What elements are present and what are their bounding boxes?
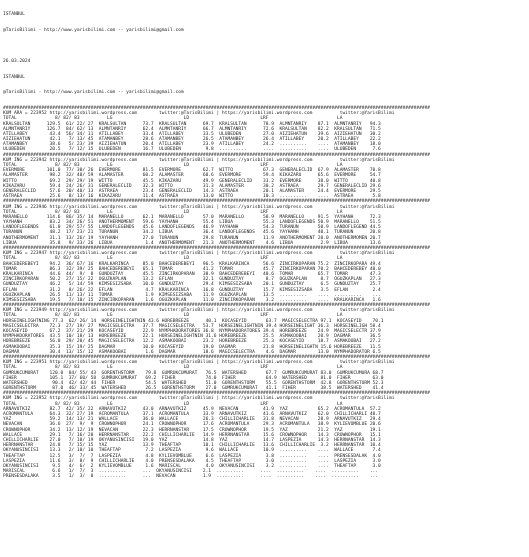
race-section xyxy=(3,355,526,391)
table-row: ATILLABEY 43.4 56/ 34/ 11 ATILLABEY 33.4 ATILLABEY 33.5 ULUBEDEN 27.0 AIZIEHATUN 39.6 AIZIEHATUN 30.2 xyxy=(3,131,381,137)
table-row: KRALKARINCA 44.6 44/ 9/ 8 GUNDUZTAY 45.5 ZINCIRKOPARAN 38.9 BAHCEDEREBEYI 40.6 TOMAR 65.7 TOMAR 47.3 xyxy=(3,271,381,277)
table-row: YAYHANH 83.2 34/ 26/ 51 ANOTHERMOMENT 59.6 YAYHANH 55.4 LIBUA 55.3 LANDOFLEGENDS 50.9 MARANELLO 51.5 xyxy=(3,220,381,226)
spacer xyxy=(3,44,526,49)
table-row: TOTAL 8/ 82/ 83 LG LD LRF LA xyxy=(3,401,343,407)
table-row: TOTAL 8/ 82/ 83 LG LD LRF LA xyxy=(3,209,343,215)
table-row: BAHCEDEREBEYI 94.2 36/ 67/ 16 KRALKARINCA 85.0 BAHCEDEREBEYI 96.5 KRALKARINCA 56.6 ZINCIRKOPARAN 75.2 ZINCIRKOPARA 49.4 xyxy=(3,261,381,267)
header-city-2: ISTANBUL xyxy=(3,74,25,80)
table-row: AIZIEHATUN 42.1 7/ 13/ 45 ATAMANBEY 28.6 ATAMANBEY 26.5 ATAMANBEY 26.4 ATILLABEY 20.2 ATILLABEY 22.2 xyxy=(3,137,381,143)
table-row: WATERSHED 90.4 42/ 42/ 44 FIHER 54.5 WATERSHED 51.0 GORENTHSTORM 55.5 GORENTHSTORM 42.8 GORENTHSTORM 52.3 xyxy=(3,380,384,386)
table-row: ANOTHERMOMENT 31.1 13/ 26/ 19 YAYHANH 27.0 TURANUN 29.8 TURANUN 11.9 ANOTHERMOMENT 20.0 ANOTHERMOMEN 20.7 xyxy=(3,235,381,241)
header-date: 26.03.2024 xyxy=(3,59,31,65)
section-separator: ############################################################################################################################################################ xyxy=(3,105,431,111)
header-contact-2: @TarisBilimi - http://www.yarisbilimi.com -- yarisbilimi@gmail.com xyxy=(3,90,184,96)
table-row: PRENSESDALAKA 3.5 1/ 3/ 0 .......... ... NEVACAN 1.9 .......... .... .......... .... .......... ... xyxy=(3,474,379,480)
table-row: LASPEZIA 11.6 3/ 8/ 9 CHILLICHARLIE 4.0 PRENSESDALAKA 4.5 THEAFTAP 3.0 .......... .... LASPEZIA 3.0 xyxy=(3,458,381,464)
table-row: ACROMANTULA 64.3 32/ 27/ 19 ACROMANTULA 37.1 ACROMANTULA 33.9 ARNAVUTKIZ 41.6 ARNAVUTKIZ 62.0 CHILLICHARLI 48.7 xyxy=(3,412,381,418)
race-section xyxy=(3,106,526,153)
table-row: YAZ 59.2 14/ 13/ 21 WALLACE 36.0 WALLACE 26.3 CHILLICHARLIE 31.8 NEVACAN 28.9 ARNAVUTKIZ 29.4 xyxy=(3,417,381,423)
table-row: OKYANUSINCISI 13.3 2/ 10/ 10 THEAFTAP 7.2 LASPEZIA 9.6 WALLACE 10.9 .......... .... WALLACE 7.4 xyxy=(3,448,381,454)
table-row: ARNAVUTKIZ 82.7 42/ 35/ 22 ARNAVUTKIZ 43.0 ARNAVUTKIZ 45.9 NEVACAN 41.9 YAZ 65.2 ACROMANTULA 57.2 xyxy=(3,406,381,412)
table-row: WALLACE 29.1 7/ 16/ 20 HERRNANSTAR 22.2 CHILLICHARLIE 14.9 HERRNANSTAR 15.6 CROWNOPHOR 14.3 CROWNOPHOR 15.1 xyxy=(3,432,381,438)
table-row: NEVACAN 36.6 27/ 9/ 9 CROWNOPHOR 24.1 CROWNOPHOR 17.6 ACROMANTULA 29.3 ACROMANTULA 38.9 KYLIEVOMBLUE 20.6 xyxy=(3,422,381,428)
section-separator: ############################################################################################################################################################ xyxy=(3,303,431,309)
table-row: TOTAL 8/ 82/ 83 LG LD LRF LA xyxy=(3,313,343,319)
table-row: CROWNOPHOR 34.2 13/ 12/ 19 NEVACAN 22.3 HERRNANSTAR 17.5 CROWNOPHOR 19.5 YAZ 21.2 YAZ 19.1 xyxy=(3,427,381,433)
table-row: GENERALECLID 57.6 20/ 40/ 13 ASTRAEA 23.4 GENERALECLID 14.3 ASTRAEA 20.1 ALAMASTER 24.4 EVERMORE 29.5 xyxy=(3,188,381,194)
table-row: MARANELLO 114.6 86/ 35/ 14 MARANELLO 62.1 MARANELLO 57.0 MARANELLO 58.9 MARANELLO 91.5 YAYHANH 72.3 xyxy=(3,214,381,220)
section-title: KUM ING = 223946 http://yarisbilimi.wordpress.com twitter:@TarisBilimi | https://yarisbilimi.wordpress.com twitter:@YarisBilimi xyxy=(3,204,395,210)
section-separator: ############################################################################################################################################################ xyxy=(3,152,431,158)
table-row: TOTAL 8/ 82/ 83 LG LD LRF LA xyxy=(3,116,343,122)
table-row: OKYANUSINCISI 9.5 4/ 6/ 2 KYLIEVOMBLUE 1.6 MARISCAL 4.0 OKYANUSINCISI 3.2 .......... .... THEAFTAP 3.0 xyxy=(3,463,381,469)
section-title: KUM ING = 223942 http://yarisbilimi.wordpress.com twitter:@TarisBilimi | https://yarisbilimi.wordpress.com twitter:@YarisBilimi xyxy=(3,157,395,163)
header-contact: @TarisBilimi - http://www.yarisbilimi.com -- yarisbilimi@gmail.com xyxy=(3,28,184,33)
section-title: KUM ING = 223949 http://yarisbilimi.wordpress.com twitter:@TarisBilimi | https://yarisbilimi.wordpress.com twitter:@YarisBilimi xyxy=(3,308,395,314)
table-row: FIHER 105.1 37/ 60/ 58 GUMRUKCUMURAT 69.2 FIHER 74.0 FIHER 64.9 WATERSHED 81.0 FIHER 63.0 xyxy=(3,375,384,381)
table-row: ASMAKOOBAI 35.3 15/ 19/ 25 DAGMAR 10.0 KOCASEYID 19.0 DAGMAR 21.8 HORSEINELIGHTN 15.6 HOREBREEZE 11.5 xyxy=(3,344,381,350)
race-section xyxy=(3,391,526,479)
table-row: KIKAZARU 59.4 24/ 26/ 31 GENERALECLID 32.3 WITTO 31.3 ALAMASTER 30.2 ASTRAEA 29.7 GENERALECLID 29.6 xyxy=(3,183,381,189)
table-row: EVERMORE 101.0 77/ 30/ 26 EVERMORE 81.5 EVERMORE 62.7 WITTO 67.3 GENERALECLID 67.9 ALAMASTER 70.8 xyxy=(3,168,381,174)
table-row: NYMPHADORATORES 43.5 10/ 18/ 13 HOREBREEZE 22.1 HORSEINELIGHTNIN 31.6 HOREBREEZE 25.5 ASMAKOOBAI 20.9 DAGMAR 36.5 xyxy=(3,334,381,340)
section-title: KUM ING = 223952 http://yarisbilimi.wordpress.com twitter:@TarisBilimi | https://yarisbilimi.wordpress.com twitter:@YarisBilimi xyxy=(3,396,395,402)
table-row: TOTAL 8/ 82/ 83 LG LD LRF LA xyxy=(3,256,343,262)
table-row: ALAMASTER 98.2 32/ 40/ 59 ALAMASTER 60.2 ALAMASTER 60.6 EVERMORE 59.4 KIKAZARU 65.6 EVERMORE 54.7 xyxy=(3,173,381,179)
table-row: ATAMANBEY 38.6 5/ 23/ 39 AIZIEHATUN 20.4 ATILLABEY 23.9 ATILLABEY 24.2 .......... .... ATAMANBEY 18.0 xyxy=(3,142,381,148)
table-row: KOCASEYID 67.2 37/ 21/ 29 KOCASEYID 22.9 NYMPHADORATORES 36.8 NYMPHADORATORES 39.4 HOREBREEZE 24.9 MAGICSELECTR 37.9 xyxy=(3,329,381,335)
section-title: KUM ING = 223951 http://yarisbilimi.wordpress.com twitter:@TarisBilimi | https://yarisbilimi.wordpress.com twitter:@YarisBilimi xyxy=(3,360,395,366)
table-row: KIMSESIZSABA 19.5 7/ 10/ 15 ZINCIRKOPARAN 1.6 OGUZKAPLAN 11.0 ZINCIRKOPARAN 3.2 .......... .... KRALKARINCA 1.6 xyxy=(3,297,381,303)
section-separator: ############################################################################################################################################################ xyxy=(3,246,431,252)
table-row: WITTO 69.2 29/ 29/ 19 WITTO 45.5 KIKAZARU 49.9 GENERALECLID 33.2 EVERMORE 38.0 WITTO 40.8 xyxy=(3,178,381,184)
table-row: ALMNTANRIY 126.7 84/ 62/ 13 ALMNTANRIY 62.4 ALMNTANRIY 66.7 ALMNTANRIY 72.6 KRALSULTAN 82.2 KRALSULTAN 71.5 xyxy=(3,126,381,132)
table-row: TOTAL 8/ 82/ 83 LG LD LRF LA xyxy=(3,365,343,371)
table-row: LIBUA 35.8 9/ 33/ 26 LIBUA 1.4 ANOTHERMOMENT 21.3 ANOTHERMOMENT 4.6 LIBUA 2.9 LIBUA 13.6 xyxy=(3,240,381,246)
race-section xyxy=(3,199,526,246)
header-city: ISTANBUL xyxy=(3,12,25,18)
table-row: TOMAR 86.3 32/ 39/ 25 BAHCEDEREBEYI 65.1 TOMAR 41.2 TOMAR 45.7 ZINCIRKOPARAN 70.2 BAHCEDEREBEY 48.0 xyxy=(3,266,381,272)
table-row: EFLAN 31.2 8/ 26/ 22 EFLAN 4.7 KRALKARINCA 16.8 GUNDUZTAY 15.7 KIMSESIZSABA 3.5 EFLAN 2.4 xyxy=(3,287,381,293)
table-row: TURANUN 48.2 17/ 23/ 21 TURANUN 34.2 LIBUA 36.4 LANDOFLEGENDS 45.6 YAYHANH 40.1 TURANUN 20.8 xyxy=(3,230,381,236)
section-title: KUM ING = 223947 http://yarisbilimi.wordpress.com twitter:@TarisBilimi | https://yarisbilimi.wordpress.com twitter:@YarisBilimi xyxy=(3,251,395,257)
table-row: CHILLICHARLIE 27.0 7/ 10/ 19 OKYANUSINCISI 19.0 YAZ 14.8 YAZ 14.7 LASPEZIA 14.3 HERRNANSTAR 14.3 xyxy=(3,437,381,443)
table-row: GUNDUZTAY 46.2 5/ 14/ 59 KIMSESIZSABA 10.0 GUNDUZTAY 29.4 KIMSESIZSABA 20.1 GUNDUZTAY 6.5 GUNDUZTAY 25.7 xyxy=(3,282,381,288)
table-row: TOTAL 8/ 82/ 83 LG LD LRF LA xyxy=(3,163,343,169)
table-row: OGUZKAPLAN 26.5 11/ 13/ 11 TOMAR 1.9 KIMSESIZSABA 11.9 OGUZKAPLAN 13.5 .......... .... .......... ... xyxy=(3,292,381,298)
race-section xyxy=(3,153,526,200)
table-row: HORSEINELIGHTNING 77.3 62/ 26/ 14 HORSEINELIGHTNIN 43.6 HOREBREEZE 40.1 KOCASEYID 63.7 MAGICSELECTRA 97.1 KOCASEYID 70.1 xyxy=(3,318,384,324)
section-separator: ############################################################################################################################################################ xyxy=(3,354,431,360)
table-row: HOREBREEZE 56.0 29/ 20/ 45 MAGICSELECTRA 12.2 ASMAKOOBAI 23.2 HOREBREEZE 25.3 KOCASEYID 18.7 ASMAKOOBAI 27.2 xyxy=(3,339,381,345)
table-row: ULUBEDEN 20.5 7/ 12/ 15 ULUBEDEN 16.7 ULUBEDEN 9.8 .......... .... .......... .... ULUBEDEN 7.6 xyxy=(3,147,381,153)
table-row: THEAFTAP 12.5 3/ 7/ 7 LASPEZIA 4.8 KYLIEVOMBLUE 6.6 LASPEZIA 3.8 .......... .... PRENSESDALAK 4.0 xyxy=(3,453,381,459)
race-section xyxy=(3,246,526,303)
table-row: KRALSULTAN 129.5 61/ 22/ 27 KRALSULTAN 73.7 KRALSULTAN 69.7 KRALSULTAN 78.9 ALMNTANRIY 87.1 ALMNTANRIY 94.3 xyxy=(3,121,381,127)
section-separator: ############################################################################################################################################################ xyxy=(3,199,431,205)
table-row: GUMRUKCUMURAT 120.0 84/ 55/ 43 GORENTHSTORM 79.8 GUMRUKCUMURAT 76.5 WATERSHED 67.7 GUMRUKCUMURAT 83.0 GUMRUKCUMURA 68.7 xyxy=(3,370,384,376)
section-title: KUM ARA = 223952 http://yarisbilimi.wordpress.com twitter:@TarisBilimi | https://yarisbilimi.wordpress.com twitter:@YarisBilimi xyxy=(3,111,395,117)
section-separator: ############################################################################################################################################################ xyxy=(3,391,431,397)
race-section xyxy=(3,303,526,355)
table-row: MAGICSELECTRA 72.3 27/ 19/ 27 MAGICSELECTRA 37.7 MAGICSELECTRA 53.7 HORSEINELIGHTNIN 39.4 HORSEINELIGHT 36.3 HORSEINELIGH 58.4 xyxy=(3,323,381,329)
table-row: ASTRAEA 25.6 8/ 13/ 16 KIKAZARU 11.4 ASTRAEA 13.0 WITTO 10.3 .......... .... ASTRAEA 5.8 xyxy=(3,194,381,200)
table-row: ZINCIRKOPARAN 50.2 27/ 15/ 22 OGUZKAPLAN 13.2 EFLAN 32.1 GUNDUZTAY 8.7 OGUZKAPLAN 8.7 OGUZKAPLAN 27.3 xyxy=(3,277,381,283)
table-row: LANDOFLEGENDS 61.0 29/ 57/ 55 LANDOFLEGENDS 45.6 LANDOFLEGENDS 46.9 YAYHANH 54.3 TURANUN 50.9 LANDOFLEGEND 44.5 xyxy=(3,225,381,231)
table-row: DAGMAR 30.4 13/ 15/ 12 ASMAKOOBAI 1.6 DAGMAR 18.6 MAGICSELECTRA 4.6 DAGMAR 13.0 NYMPHADORATOR 6.5 xyxy=(3,349,381,355)
table-row: GORENTHSTORM 87.0 46/ 33/ 45 WATERSHED 26.5 GORENTHSTORM 27.0 GUMRUKCUMURAT 41.1 FIHER 38.5 WATERSHED 41.4 xyxy=(3,386,384,392)
race-sections xyxy=(3,106,526,480)
table-row: HERRNANSTAR 24.8 7/ 15/ 15 YAZ 13.9 THEAFTAP 10.1 CHILLICHARLIE 13.6 CHILLICHARLIE 3.2 HERRNANSTAR 10.4 xyxy=(3,443,381,449)
table-row: MARISCAL 6.6 1/ 7/ 3 .......... ... OKYANUSINCISI 2.1 .......... .... .......... .... .......... ... xyxy=(3,469,379,475)
